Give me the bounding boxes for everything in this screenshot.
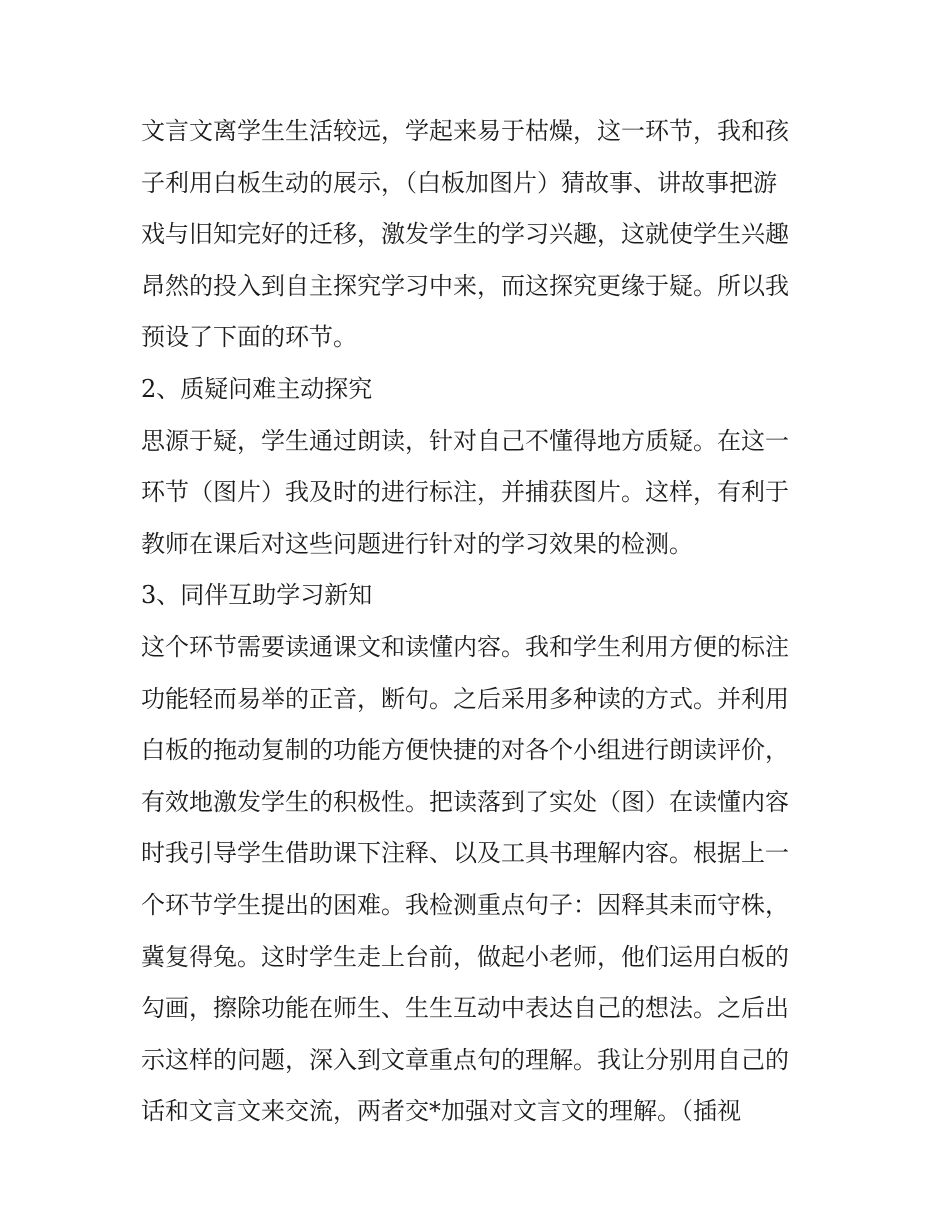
paragraph-line: 昂然的投入到自主探究学习中来，而这探究更缘于疑。所以我 (141, 271, 789, 300)
paragraph-line: 教师在课后对这些问题进行针对的学习效果的检测。 (141, 529, 693, 558)
paragraph-line: 功能轻而易举的正音，断句。之后采用多种读的方式。并利用 (141, 684, 789, 713)
paragraph-line: 戏与旧知完好的迁移，激发学生的学习兴趣，这就使学生兴趣 (141, 220, 789, 249)
paragraph-line: 示这样的问题，深入到文章重点句的理解。我让分别用自己的 (141, 1045, 789, 1074)
document-body (141, 106, 821, 1138)
paragraph-line: 勾画，擦除功能在师生、生生互动中表达自己的想法。之后出 (141, 994, 789, 1023)
paragraph-line: 个环节学生提出的困难。我检测重点句子：因释其耒而守株， (141, 890, 789, 919)
section-heading: 3、同伴互助学习新知 (141, 581, 373, 610)
paragraph-line: 预设了下面的环节。 (141, 323, 357, 352)
paragraph-line: 话和文言文来交流，两者交*加强对文言文的理解。（插视 (141, 1097, 741, 1126)
paragraph-line: 文言文离学生生活较远，学起来易于枯燥，这一环节，我和孩 (141, 117, 789, 145)
paragraph-line: 冀复得兔。这时学生走上台前，做起小老师，他们运用白板的 (141, 942, 789, 971)
section-heading: 2、质疑问难主动探究 (141, 374, 373, 403)
paragraph-line: 时我引导学生借助课下注释、以及工具书理解内容。根据上一 (141, 839, 789, 868)
paragraph-line: 这个环节需要读通课文和读懂内容。我和学生利用方便的标注 (141, 632, 789, 661)
paragraph-line: 环节（图片）我及时的进行标注，并捕获图片。这样，有利于 (141, 478, 789, 507)
paragraph-line: 有效地激发学生的积极性。把读落到了实处（图）在读懂内容 (141, 787, 789, 816)
paragraph-line: 白板的拖动复制的功能方便快捷的对各个小组进行朗读评价， (141, 736, 789, 765)
paragraph-line: 子利用白板生动的展示，（白板加图片）猜故事、讲故事把游 (141, 168, 777, 197)
paragraph-line: 思源于疑，学生通过朗读，针对自己不懂得地方质疑。在这一 (141, 426, 789, 455)
